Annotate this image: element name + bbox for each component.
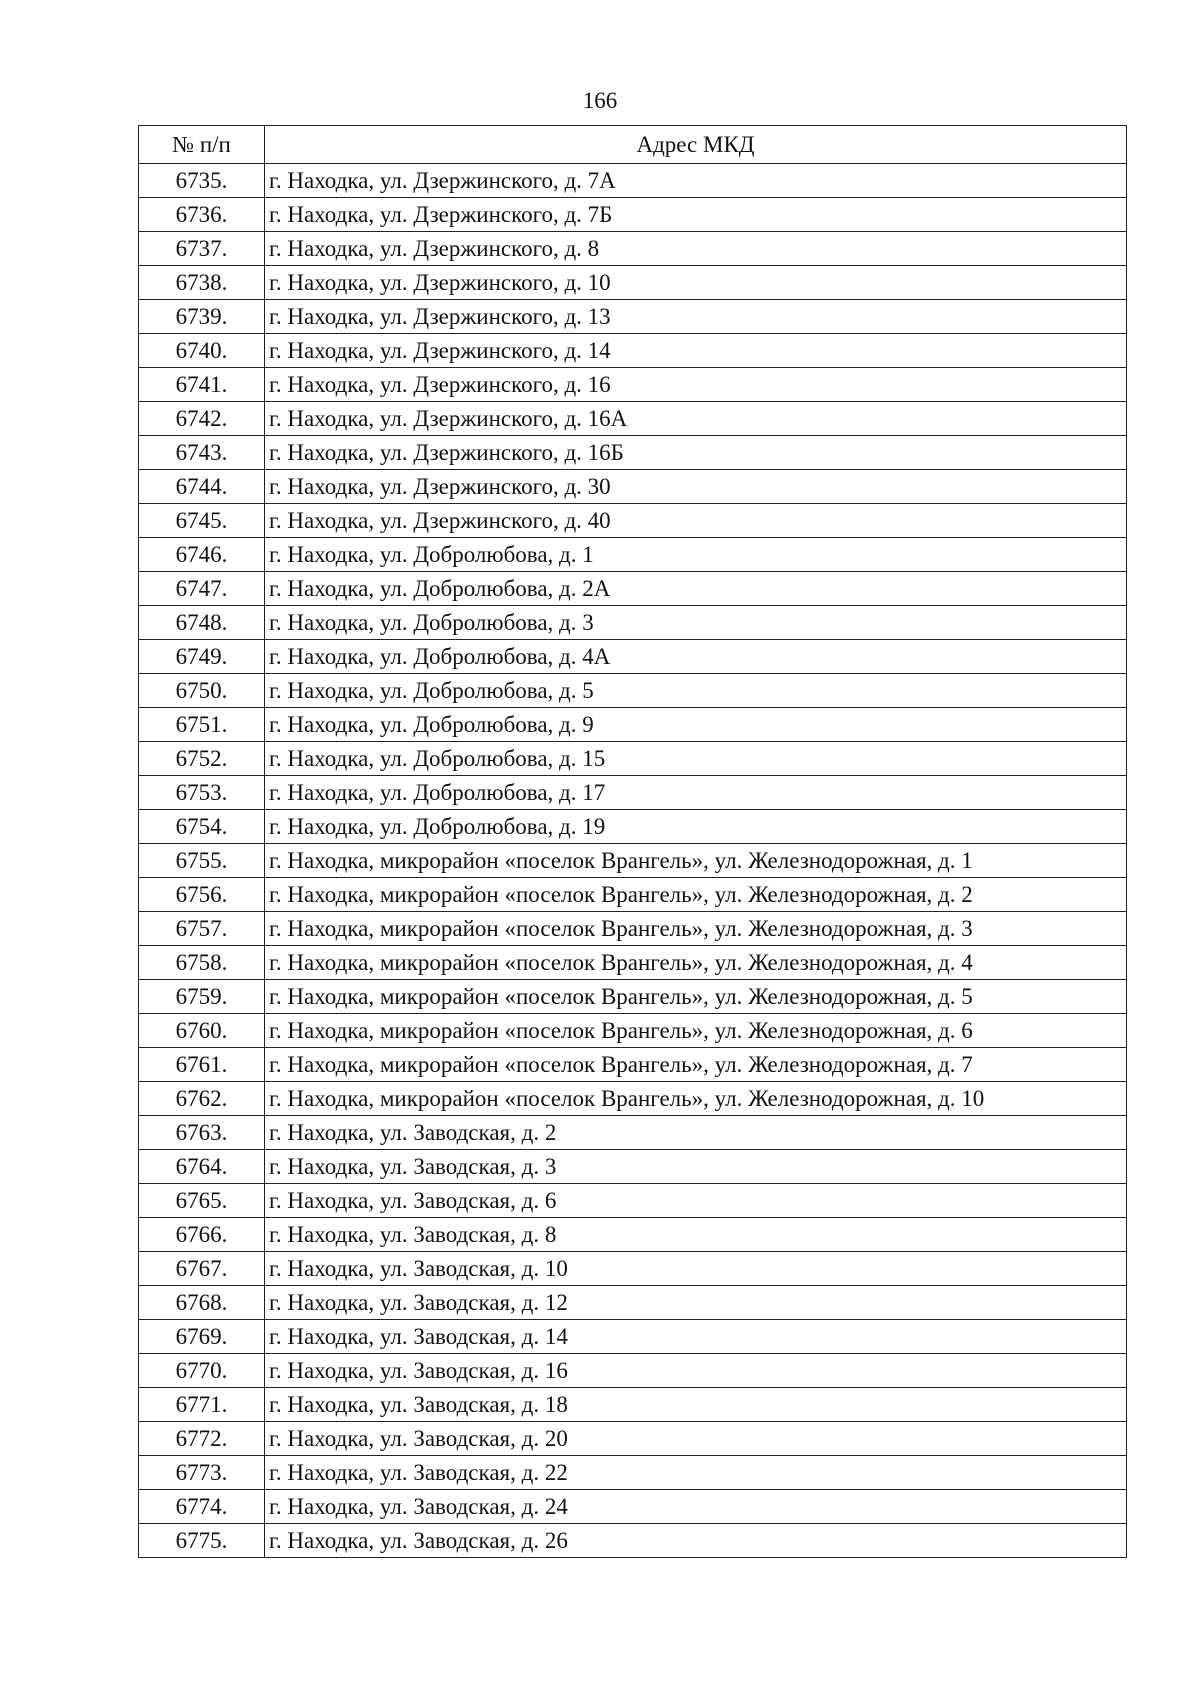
table-row: [139, 1320, 1127, 1354]
row-number: 6739.: [139, 300, 265, 334]
row-address: г. Находка, микрорайон «поселок Врангель», ул. Железнодорожная, д. 7: [265, 1048, 1127, 1082]
table-row: [139, 1184, 1127, 1218]
row-address: г. Находка, ул. Дзержинского, д. 13: [265, 300, 1127, 334]
row-number: 6736.: [139, 198, 265, 232]
row-number: 6765.: [139, 1184, 265, 1218]
table-row: [139, 674, 1127, 708]
row-address: г. Находка, ул. Заводская, д. 12: [265, 1286, 1127, 1320]
row-number: 6768.: [139, 1286, 265, 1320]
row-number: 6747.: [139, 572, 265, 606]
table-body: [139, 164, 1127, 1558]
row-number: 6760.: [139, 1014, 265, 1048]
row-address: г. Находка, ул. Добролюбова, д. 15: [265, 742, 1127, 776]
table-row: [139, 368, 1127, 402]
row-address: г. Находка, ул. Добролюбова, д. 17: [265, 776, 1127, 810]
table-row: [139, 640, 1127, 674]
table-row: [139, 1116, 1127, 1150]
table-row: [139, 1048, 1127, 1082]
table-row: [139, 606, 1127, 640]
table-row: [139, 912, 1127, 946]
table-row: [139, 334, 1127, 368]
row-address: г. Находка, микрорайон «поселок Врангель», ул. Железнодорожная, д. 1: [265, 844, 1127, 878]
row-number: 6756.: [139, 878, 265, 912]
row-number: 6764.: [139, 1150, 265, 1184]
table-row: [139, 708, 1127, 742]
row-address: г. Находка, ул. Заводская, д. 8: [265, 1218, 1127, 1252]
table-row: [139, 1218, 1127, 1252]
header-address: Адрес МКД: [265, 126, 1127, 164]
table-row: [139, 1354, 1127, 1388]
row-number: 6745.: [139, 504, 265, 538]
row-number: 6751.: [139, 708, 265, 742]
row-number: 6749.: [139, 640, 265, 674]
row-address: г. Находка, ул. Заводская, д. 16: [265, 1354, 1127, 1388]
row-number: 6752.: [139, 742, 265, 776]
table-row: [139, 1490, 1127, 1524]
table-row: [139, 1456, 1127, 1490]
table-row: [139, 810, 1127, 844]
row-number: 6757.: [139, 912, 265, 946]
row-address: г. Находка, ул. Добролюбова, д. 5: [265, 674, 1127, 708]
row-address: г. Находка, ул. Добролюбова, д. 1: [265, 538, 1127, 572]
row-number: 6767.: [139, 1252, 265, 1286]
row-number: 6748.: [139, 606, 265, 640]
row-address: г. Находка, микрорайон «поселок Врангель», ул. Железнодорожная, д. 5: [265, 980, 1127, 1014]
row-number: 6766.: [139, 1218, 265, 1252]
row-address: г. Находка, ул. Заводская, д. 18: [265, 1388, 1127, 1422]
table-row: [139, 1082, 1127, 1116]
table-row: [139, 266, 1127, 300]
row-address: г. Находка, ул. Добролюбова, д. 4А: [265, 640, 1127, 674]
table-row: [139, 946, 1127, 980]
row-address: г. Находка, микрорайон «поселок Врангель», ул. Железнодорожная, д. 4: [265, 946, 1127, 980]
row-number: 6772.: [139, 1422, 265, 1456]
row-number: 6773.: [139, 1456, 265, 1490]
row-address: г. Находка, ул. Заводская, д. 10: [265, 1252, 1127, 1286]
row-number: 6735.: [139, 164, 265, 198]
table-row: [139, 504, 1127, 538]
row-address: г. Находка, ул. Дзержинского, д. 16А: [265, 402, 1127, 436]
row-address: г. Находка, ул. Добролюбова, д. 3: [265, 606, 1127, 640]
row-number: 6754.: [139, 810, 265, 844]
table-row: [139, 572, 1127, 606]
row-number: 6750.: [139, 674, 265, 708]
row-address: г. Находка, микрорайон «поселок Врангель», ул. Железнодорожная, д. 6: [265, 1014, 1127, 1048]
row-number: 6742.: [139, 402, 265, 436]
table-row: [139, 198, 1127, 232]
table-row: [139, 470, 1127, 504]
row-address: г. Находка, ул. Заводская, д. 6: [265, 1184, 1127, 1218]
row-address: г. Находка, ул. Дзержинского, д. 10: [265, 266, 1127, 300]
table-row: [139, 232, 1127, 266]
table-row: [139, 1150, 1127, 1184]
table-row: [139, 742, 1127, 776]
row-number: 6753.: [139, 776, 265, 810]
row-number: 6755.: [139, 844, 265, 878]
table-row: [139, 1524, 1127, 1558]
row-address: г. Находка, ул. Дзержинского, д. 40: [265, 504, 1127, 538]
page-number: 166: [582, 88, 618, 113]
row-number: 6761.: [139, 1048, 265, 1082]
row-number: 6775.: [139, 1524, 265, 1558]
row-address: г. Находка, ул. Заводская, д. 20: [265, 1422, 1127, 1456]
row-number: 6744.: [139, 470, 265, 504]
row-number: 6758.: [139, 946, 265, 980]
table-row: [139, 1388, 1127, 1422]
row-number: 6743.: [139, 436, 265, 470]
row-address: г. Находка, ул. Заводская, д. 3: [265, 1150, 1127, 1184]
table-row: [139, 878, 1127, 912]
row-address: г. Находка, ул. Дзержинского, д. 7Б: [265, 198, 1127, 232]
table-row: [139, 436, 1127, 470]
table-row: [139, 1014, 1127, 1048]
row-address: г. Находка, ул. Добролюбова, д. 19: [265, 810, 1127, 844]
row-number: 6769.: [139, 1320, 265, 1354]
row-number: 6774.: [139, 1490, 265, 1524]
row-address: г. Находка, ул. Дзержинского, д. 7А: [265, 164, 1127, 198]
row-address: г. Находка, ул. Добролюбова, д. 9: [265, 708, 1127, 742]
row-number: 6762.: [139, 1082, 265, 1116]
row-address: г. Находка, ул. Заводская, д. 2: [265, 1116, 1127, 1150]
row-address: г. Находка, микрорайон «поселок Врангель», ул. Железнодорожная, д. 2: [265, 878, 1127, 912]
row-address: г. Находка, микрорайон «поселок Врангель», ул. Железнодорожная, д. 10: [265, 1082, 1127, 1116]
row-number: 6771.: [139, 1388, 265, 1422]
table-row: [139, 402, 1127, 436]
table-row: [139, 1422, 1127, 1456]
table-row: [139, 300, 1127, 334]
row-address: г. Находка, ул. Заводская, д. 24: [265, 1490, 1127, 1524]
address-table: [138, 125, 1127, 1558]
row-number: 6763.: [139, 1116, 265, 1150]
row-number: 6770.: [139, 1354, 265, 1388]
row-number: 6738.: [139, 266, 265, 300]
row-address: г. Находка, микрорайон «поселок Врангель», ул. Железнодорожная, д. 3: [265, 912, 1127, 946]
table-row: [139, 164, 1127, 198]
table-row: [139, 1252, 1127, 1286]
row-number: 6759.: [139, 980, 265, 1014]
row-address: г. Находка, ул. Дзержинского, д. 16: [265, 368, 1127, 402]
table-header-row: [139, 126, 1127, 164]
row-address: г. Находка, ул. Дзержинского, д. 8: [265, 232, 1127, 266]
row-address: г. Находка, ул. Дзержинского, д. 30: [265, 470, 1127, 504]
row-number: 6737.: [139, 232, 265, 266]
row-address: г. Находка, ул. Добролюбова, д. 2А: [265, 572, 1127, 606]
row-address: г. Находка, ул. Заводская, д. 26: [265, 1524, 1127, 1558]
row-address: г. Находка, ул. Дзержинского, д. 14: [265, 334, 1127, 368]
row-number: 6741.: [139, 368, 265, 402]
row-number: 6746.: [139, 538, 265, 572]
table-row: [139, 980, 1127, 1014]
table-row: [139, 538, 1127, 572]
row-address: г. Находка, ул. Дзержинского, д. 16Б: [265, 436, 1127, 470]
table-row: [139, 776, 1127, 810]
row-number: 6740.: [139, 334, 265, 368]
table-row: [139, 1286, 1127, 1320]
table-row: [139, 844, 1127, 878]
row-address: г. Находка, ул. Заводская, д. 14: [265, 1320, 1127, 1354]
header-number: № п/п: [139, 126, 265, 164]
row-address: г. Находка, ул. Заводская, д. 22: [265, 1456, 1127, 1490]
